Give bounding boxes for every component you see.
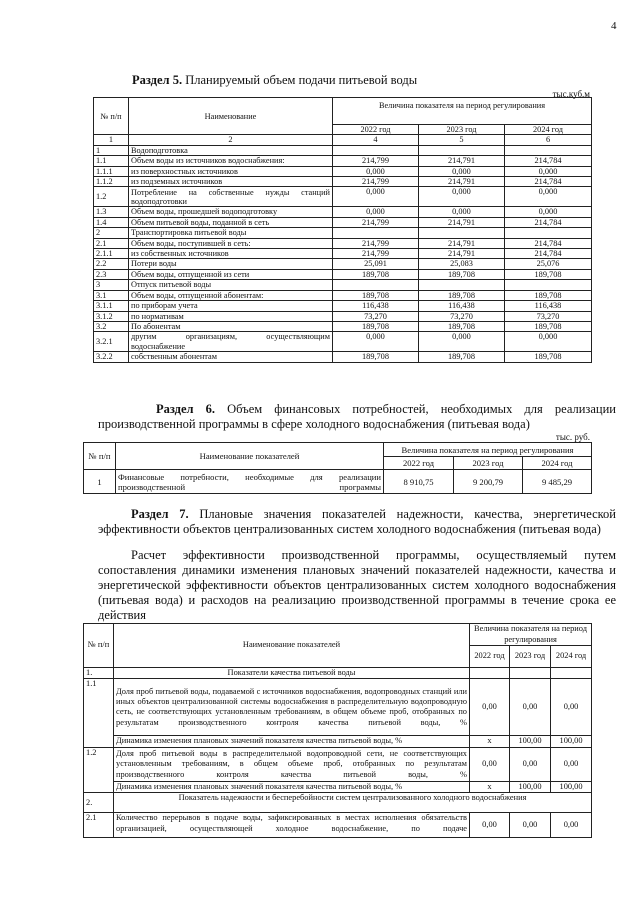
- table-row: [84, 679, 592, 736]
- table-row: [84, 793, 592, 813]
- s5-row-name: из поверхностных источников: [129, 166, 333, 176]
- s5-row-value: 189,708: [333, 321, 419, 331]
- s5-row-value: 214,784: [505, 238, 592, 248]
- table-row: [94, 166, 592, 176]
- s5-row-value: 214,791: [419, 177, 505, 187]
- s7-row-num: 1.2: [84, 747, 114, 792]
- s5-row-value: 73,270: [505, 311, 592, 321]
- s5-row-name: Потери воды: [129, 259, 333, 269]
- s5-row-num: 3.1: [94, 290, 129, 300]
- s5-row-value: 189,708: [505, 269, 592, 279]
- section5-title-rest: Планируемый объем подачи питьевой воды: [182, 73, 418, 87]
- s5-row-num: 1.2: [94, 187, 129, 207]
- s6-row-value: 8 910,75: [384, 470, 454, 494]
- s5-colnum: 1: [94, 135, 129, 145]
- table-row: [94, 311, 592, 321]
- s5-row-num: 2.1.1: [94, 249, 129, 259]
- s7-row-value: 0,00: [470, 813, 510, 838]
- s6-year-2023: 2023 год: [454, 457, 523, 470]
- section6-unit: тыс. руб.: [555, 432, 590, 442]
- s7-dyn-value: х: [470, 736, 510, 747]
- s7-year-2022: 2022 год: [470, 646, 510, 668]
- s6-row-name: Финансовые потребности, необходимые для реализации производственной программы: [116, 470, 384, 494]
- s5-row-value: 189,708: [419, 352, 505, 362]
- section6-table: [83, 442, 592, 494]
- s5-head-name: Наименование: [129, 98, 333, 135]
- s5-row-name: из собственных источников: [129, 249, 333, 259]
- s5-row-value: 214,799: [333, 217, 419, 227]
- s6-head-value: Величина показателя на период регулирования: [384, 443, 592, 457]
- s5-row-value: 25,091: [333, 259, 419, 269]
- s5-row-value: 214,791: [419, 217, 505, 227]
- s7-year-2024: 2024 год: [551, 646, 592, 668]
- s5-row-value: 0,000: [419, 332, 505, 352]
- table-row: [84, 470, 592, 494]
- s5-row-value: 214,791: [419, 156, 505, 166]
- s5-row-value: 0,000: [419, 207, 505, 217]
- s7-dyn-value: х: [470, 781, 510, 792]
- s7-row-num: 1.1: [84, 679, 114, 747]
- s5-row-num: 3.2.2: [94, 352, 129, 362]
- s5-row-value: 214,784: [505, 249, 592, 259]
- table-row: [94, 321, 592, 331]
- s5-year-2024: 2024 год: [505, 125, 592, 135]
- s7-row-num: 2.1: [84, 813, 114, 838]
- s7-head-value: Величина показателя на период регулирования: [470, 624, 592, 646]
- s5-head-value: Величина показателя на период регулирования: [333, 98, 592, 125]
- table-row: [94, 301, 592, 311]
- s5-row-num: 2.3: [94, 269, 129, 279]
- s5-row-value: 189,708: [333, 269, 419, 279]
- s5-row-num: 3.2.1: [94, 332, 129, 352]
- s5-row-value: 214,784: [505, 177, 592, 187]
- s5-colnum: 2: [129, 135, 333, 145]
- s5-row-name: из подземных источников: [129, 177, 333, 187]
- s7-row-value: 0,00: [470, 747, 510, 781]
- s5-row-name: Транспортировка питьевой воды: [129, 228, 333, 238]
- s7-dyn-value: 100,00: [510, 781, 551, 792]
- s6-year-2024: 2024 год: [523, 457, 592, 470]
- table-row: [84, 668, 592, 679]
- s5-row-value: 0,000: [505, 207, 592, 217]
- s7-group-name: Показатель надежности и бесперебойности систем централизованного холодного водоснабжения: [114, 793, 592, 813]
- table-row: [94, 145, 592, 155]
- s5-year-2022: 2022 год: [333, 125, 419, 135]
- s7-row-name: Доля проб питьевой воды, подаваемой с источников водоснабжения, водопроводных станций или иных объектов централизованной системы водоснабжения в распределительную водопроводную сеть, не соответствующих установленным требованиям, в общем объеме проб, отобранных по результатам производственного контроля качества питьевой воды, %: [114, 679, 470, 736]
- s7-head-num: № п/п: [84, 624, 114, 668]
- s5-row-num: 2: [94, 228, 129, 238]
- table-row: [84, 747, 592, 781]
- s5-row-value: 214,799: [333, 156, 419, 166]
- table-row: [94, 290, 592, 300]
- s5-row-name: Отпуск питьевой воды: [129, 280, 333, 290]
- s7-row-value: 0,00: [510, 679, 551, 736]
- s6-row-value: 9 485,29: [523, 470, 592, 494]
- s5-row-name: Объем воды, отпущенной абонентам:: [129, 290, 333, 300]
- table-row: [94, 228, 592, 238]
- s5-row-name: Водоподготовка: [129, 145, 333, 155]
- s7-dyn-value: 100,00: [551, 781, 592, 792]
- table-row: [94, 207, 592, 217]
- s5-row-num: 2.2: [94, 259, 129, 269]
- section7-title-rest: Плановые значения показателей надежности, качества, энергетической эффективности объектов централизованных систем холодного водоснабжения (питьевая вода): [98, 507, 616, 536]
- s5-row-value: [333, 228, 419, 238]
- s5-row-value: 0,000: [419, 166, 505, 176]
- s5-row-num: 1.3: [94, 207, 129, 217]
- s7-row-value: 0,00: [510, 747, 551, 781]
- s5-row-value: 0,000: [333, 332, 419, 352]
- section5-unit: тыс.куб.м: [552, 89, 590, 99]
- s7-group-num: 2.: [84, 793, 114, 813]
- s5-row-num: 2.1: [94, 238, 129, 248]
- s5-row-name: другим организациям, осуществляющим водоснабжение: [129, 332, 333, 352]
- s7-dyn-name: Динамика изменения плановых значений показателя качества питьевой воды, %: [114, 736, 470, 747]
- s5-row-value: 0,000: [505, 332, 592, 352]
- section5-title: [132, 73, 417, 88]
- s5-row-num: 1.1.1: [94, 166, 129, 176]
- section5-table: [93, 97, 592, 363]
- s5-row-num: 1: [94, 145, 129, 155]
- s5-row-value: [333, 145, 419, 155]
- s5-colnum: 5: [419, 135, 505, 145]
- s5-row-name: Объем воды из источников водоснабжения:: [129, 156, 333, 166]
- table-row: [94, 352, 592, 362]
- s5-row-value: 214,784: [505, 217, 592, 227]
- table-row: [94, 249, 592, 259]
- section7-title-bold: Раздел 7.: [131, 507, 189, 521]
- s5-row-name: собственным абонентам: [129, 352, 333, 362]
- section7-paragraph: Расчет эффективности производственной программы, осуществляемый путем сопоставления динамики изменения плановых значений показателей надежности, качества и энергетической эффективности объектов централизованных систем холодного водоснабжения (питьевая вода) и расходов на реализацию производственной программы в течение срока ее действия: [98, 548, 616, 622]
- s6-year-2022: 2022 год: [384, 457, 454, 470]
- s7-year-2023: 2023 год: [510, 646, 551, 668]
- section6-title-rest: Объем финансовых потребностей, необходимых для реализации производственной программы в сфере холодного водоснабжения (питьевая вода): [98, 402, 616, 431]
- s5-row-value: [505, 145, 592, 155]
- s5-row-value: 25,083: [419, 259, 505, 269]
- s5-row-value: 0,000: [333, 166, 419, 176]
- s5-row-name: Объем воды, прошедшей водоподготовку: [129, 207, 333, 217]
- s5-year-2023: 2023 год: [419, 125, 505, 135]
- s5-row-name: по нормативам: [129, 311, 333, 321]
- table-row: [94, 177, 592, 187]
- s7-row-value: 0,00: [551, 747, 592, 781]
- table-row: [94, 269, 592, 279]
- s7-row-name: Количество перерывов в подаче воды, зафиксированных в местах исполнения обязательств организацией, осуществляющей холодное водоснабжение, по подаче: [114, 813, 470, 838]
- section6-title-bold: Раздел 6.: [156, 402, 216, 416]
- s5-row-num: 1.4: [94, 217, 129, 227]
- s5-row-name: Объем питьевой воды, поданной в сеть: [129, 217, 333, 227]
- s5-row-value: 0,000: [333, 207, 419, 217]
- s5-row-value: 116,438: [505, 301, 592, 311]
- s7-row-value: 0,00: [470, 679, 510, 736]
- s5-row-value: [419, 280, 505, 290]
- s5-row-value: 0,000: [505, 187, 592, 207]
- s5-row-value: 116,438: [419, 301, 505, 311]
- table-row: [94, 259, 592, 269]
- table-row: [84, 813, 592, 838]
- s5-row-value: 189,708: [419, 269, 505, 279]
- s5-row-value: 189,708: [333, 352, 419, 362]
- section5-title-bold: Раздел 5.: [132, 73, 183, 87]
- table-row: [94, 187, 592, 207]
- s6-head-num: № п/п: [84, 443, 116, 470]
- s7-group-num: 1.: [84, 668, 114, 679]
- s5-row-value: 189,708: [505, 321, 592, 331]
- s5-head-num: № п/п: [94, 98, 129, 135]
- table-row: [94, 280, 592, 290]
- s5-row-value: 214,791: [419, 249, 505, 259]
- s5-row-name: по приборам учета: [129, 301, 333, 311]
- s5-row-value: 214,799: [333, 249, 419, 259]
- s5-row-value: 73,270: [419, 311, 505, 321]
- section6-title: [98, 402, 616, 432]
- table-row: [84, 736, 592, 747]
- s7-dyn-value: 100,00: [551, 736, 592, 747]
- s5-row-value: [505, 280, 592, 290]
- s7-dyn-name: Динамика изменения плановых значений показателя качества питьевой воды, %: [114, 781, 470, 792]
- s5-row-value: [505, 228, 592, 238]
- s7-row-value: 0,00: [551, 679, 592, 736]
- table-row: [94, 238, 592, 248]
- s5-row-value: 214,799: [333, 177, 419, 187]
- s5-row-value: 189,708: [505, 352, 592, 362]
- s7-row-value: 0,00: [510, 813, 551, 838]
- s5-row-value: 214,799: [333, 238, 419, 248]
- s5-row-num: 3: [94, 280, 129, 290]
- s5-row-name: Объем воды, отпущенной из сети: [129, 269, 333, 279]
- s5-row-value: 189,708: [419, 321, 505, 331]
- s7-row-name: Доля проб питьевой воды в распределительной водопроводной сети, не соответствующих установленным требованиям, в общем объеме проб, отобранных по результатам производственного контроля качества питьевой воды, %: [114, 747, 470, 781]
- s5-row-num: 3.1.1: [94, 301, 129, 311]
- s5-row-value: 25,076: [505, 259, 592, 269]
- s7-dyn-value: 100,00: [510, 736, 551, 747]
- s5-row-value: [333, 280, 419, 290]
- s7-row-value: 0,00: [551, 813, 592, 838]
- s5-row-value: 0,000: [333, 187, 419, 207]
- s5-row-value: 214,784: [505, 156, 592, 166]
- table-row: [94, 217, 592, 227]
- s5-row-num: 3.1.2: [94, 311, 129, 321]
- s5-colnum: 4: [333, 135, 419, 145]
- s5-row-name: По абонентам: [129, 321, 333, 331]
- page-number: 4: [611, 20, 617, 32]
- table-row: [84, 781, 592, 792]
- table-row: [94, 156, 592, 166]
- section7-title: [98, 507, 616, 537]
- s5-row-value: 73,270: [333, 311, 419, 321]
- s5-row-value: 214,791: [419, 238, 505, 248]
- table-row: [94, 332, 592, 352]
- s6-row-value: 9 200,79: [454, 470, 523, 494]
- s5-row-value: 0,000: [419, 187, 505, 207]
- s5-colnum: 6: [505, 135, 592, 145]
- s5-row-value: [419, 145, 505, 155]
- s7-group-name: Показатели качества питьевой воды: [114, 668, 470, 679]
- section7-table: [83, 623, 592, 838]
- s5-row-value: 189,708: [505, 290, 592, 300]
- s6-head-name: Наименование показателей: [116, 443, 384, 470]
- s5-row-value: 189,708: [419, 290, 505, 300]
- s7-head-name: Наименование показателей: [114, 624, 470, 668]
- s5-row-value: [419, 228, 505, 238]
- s5-row-value: 0,000: [505, 166, 592, 176]
- s5-row-num: 3.2: [94, 321, 129, 331]
- s5-row-num: 1.1: [94, 156, 129, 166]
- s5-row-num: 1.1.2: [94, 177, 129, 187]
- s6-row-num: 1: [84, 470, 116, 494]
- s5-row-value: 116,438: [333, 301, 419, 311]
- s5-row-value: 189,708: [333, 290, 419, 300]
- s5-row-name: Объем воды, поступившей в сеть:: [129, 238, 333, 248]
- s5-row-name: Потребление на собственные нужды станций водоподготовки: [129, 187, 333, 207]
